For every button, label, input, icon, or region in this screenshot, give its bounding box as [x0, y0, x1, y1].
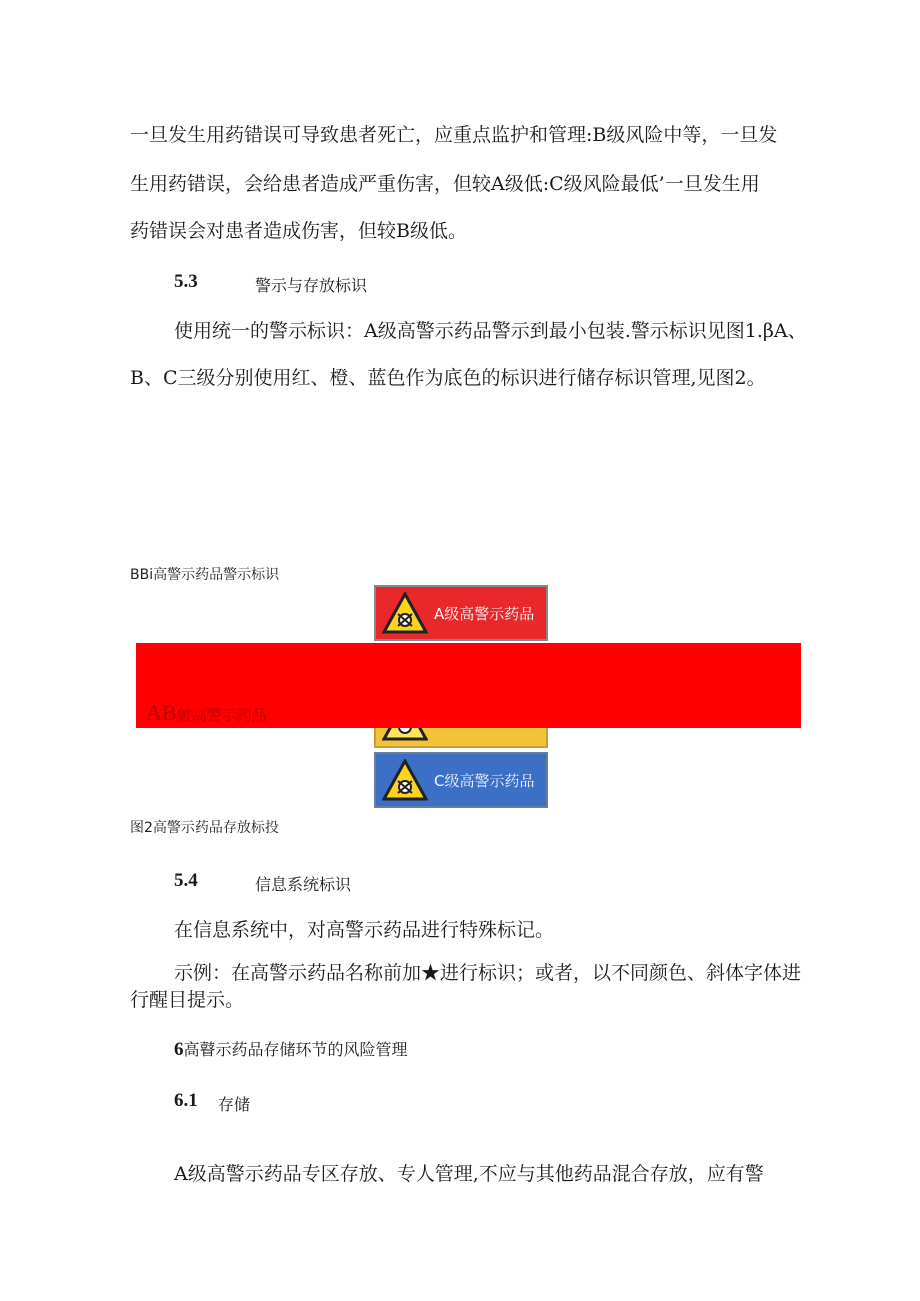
section-number: 6.1 — [174, 1090, 198, 1111]
section-number: 6 — [174, 1039, 184, 1060]
sign-label: A级高警示药品 — [434, 604, 535, 623]
warning-sign-c — [374, 752, 548, 808]
figure-caption: 图2高警示药品存放标投 — [130, 820, 279, 836]
paragraph-line: 生用药错误，会给患者造成严重伤害，但较A级低:C级风险最低’一旦发生用 — [130, 173, 760, 195]
section-title: 存储 — [218, 1095, 251, 1114]
paragraph-line: 行醒目提示。 — [130, 989, 245, 1011]
band-text: 皴高警示药品 — [176, 706, 267, 724]
sign-label: C级高警示药品 — [434, 771, 535, 790]
warning-triangle-icon — [382, 759, 428, 801]
paragraph-line: 药错误会对患者造成伤害，但较B级低。 — [130, 220, 467, 242]
paragraph-line: 在信息系统中，对高警示药品进行特殊标记。 — [174, 919, 555, 941]
section-number: 5.3 — [174, 271, 198, 292]
band-label — [146, 700, 267, 726]
paragraph-line: A级高警示药品专区存放、专人管理,不应与其他药品混合存放，应有警 — [174, 1163, 764, 1185]
band-prefix: AB — [146, 700, 177, 725]
section-title: 警示与存放标识 — [255, 276, 368, 295]
section-number: 5.4 — [174, 870, 198, 891]
section-title: 信息系统标识 — [255, 875, 352, 894]
figure-caption: BBi高警示药品警示标识 — [130, 567, 280, 583]
paragraph-line: B、C三级分别使用红、橙、蓝色作为底色的标识进行储存标识管理,见图2。 — [130, 367, 766, 389]
paragraph-line: 示例：在高警示药品名称前加★进行标识；或者，以不同颜色、斜体字体进 — [174, 962, 802, 984]
warning-sign-a — [374, 585, 548, 641]
section-heading — [174, 1037, 408, 1061]
paragraph-line: 使用统一的警示标识：A级高警示药品警示到最小包装.警示标识见图1.βA、 — [174, 320, 807, 342]
warning-triangle-icon — [382, 592, 428, 634]
section-title: 高瞽示药品存储环节的风险管理 — [183, 1040, 408, 1059]
paragraph-line: 一旦发生用药错误可导致患者死亡，应重点监护和管理:B级风险中等，一旦发 — [130, 124, 778, 146]
